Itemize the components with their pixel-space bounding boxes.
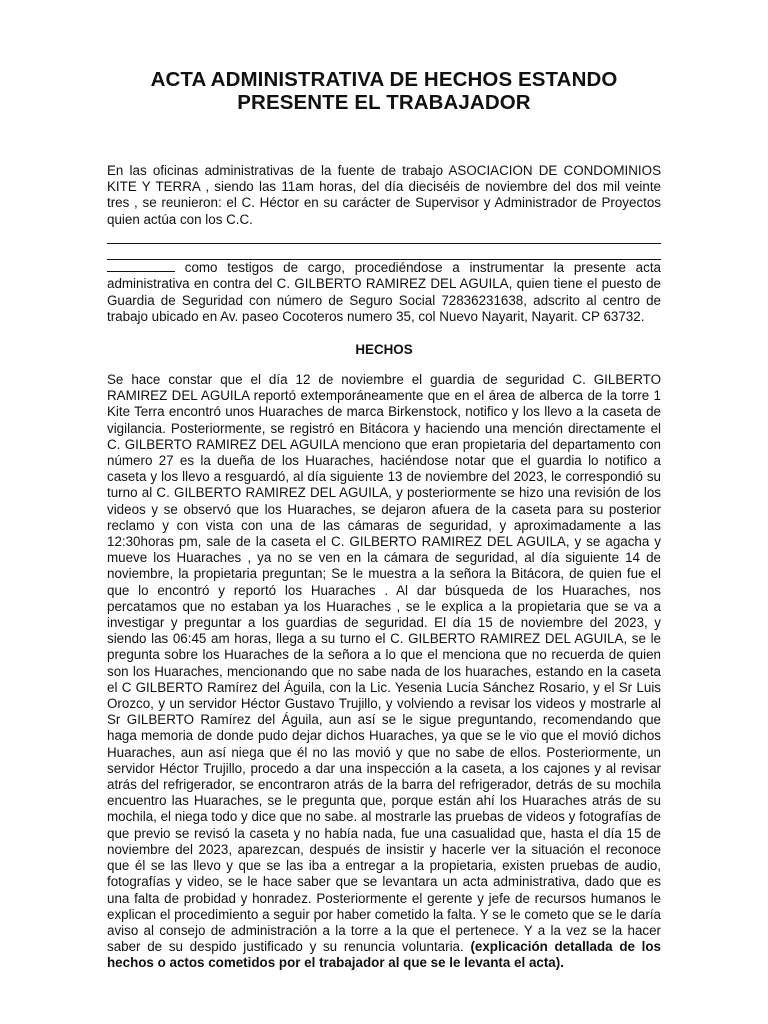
- facts-heading: HECHOS: [355, 342, 413, 357]
- intro-text-2: como testigos de cargo, procediéndose a instrumentar la presente acta administrativa en contra del C. GILBERTO RAMIREZ DEL AGUILA, quien tiene el puesto de Guardia de Seguridad con número de Seguro Social 72836231638, adscrito al centro de trabajo ubicado en Av. paseo Cocoteros numero 35, col Nuevo Nayarit, Nayarit. CP 63732.: [107, 260, 661, 324]
- witness-blank-line-2: [107, 244, 661, 260]
- facts-note: (explicación detallada de los hechos o actos cometidos por el trabajador al que se le levanta el acta).: [107, 939, 662, 971]
- intro-text-1: En las oficinas administrativas de la fuente de trabajo ASOCIACION DE CONDOMINIOS KITE Y TERRA , siendo las 11am horas, del día dieciséis de noviembre del dos mil veinte tres , se reunieron: el C. Héctor en su carácter de Supervisor y Administrador de Proyectos quien actúa con los C.C.: [107, 163, 661, 227]
- title-line-1: ACTA ADMINISTRATIVA DE HECHOS ESTANDO: [150, 68, 618, 91]
- intro-paragraph: [107, 163, 661, 325]
- facts-text: Se hace constar que el día 12 de noviembre el guardia de seguridad C. GILBERTO RAMIREZ DEL AGUILA reportó extemporáneamente que en el área de alberca de la torre 1 Kite Terra encontró unos Huaraches de marca Birkenstock, notifico y los llevo a la caseta de vigilancia. Posteriormente, se registró en Bitácora y haciendo una mención directamente el C. GILBERTO RAMIREZ DEL AGUILA menciono que eran propietaria del departamento con número 27 es la dueña de los Huaraches, haciéndose notar que el guardia lo notifico a caseta y los llevo a resguardó, al día siguiente 13 de noviembre del 2023, le correspondió su turno al C. GILBERTO RAMIREZ DEL AGUILA, y posteriormente se hizo una revisión de los videos y se observó que los Huaraches, se dejaron afuera de la caseta para su posterior reclamo y con vista con una de las cámaras de seguridad, y aproximadamente a las 12:30horas pm, sale de la caseta el C. GILBERTO RAMIREZ DEL AGUILA, y se agacha y mueve los Huaraches , ya no se ven en la cámara de seguridad, al día siguiente 14 de noviembre, la propietaria preguntan; Se le muestra a la señora la Bitácora, de quien fue el que lo encontró y reportó los Huaraches . Al dar búsqueda de los Huaraches, nos percatamos que no estaban ya los Huaraches , se le explica a la propietaria que se va a investigar y preguntar a los guardias de seguridad. El día 15 de noviembre del 2023, y siendo las 06:45 am horas, llega a su turno el C. GILBERTO RAMIREZ DEL AGUILA, se le pregunta sobre los Huaraches de la señora a lo que el menciona que no recuerda de quien son los Huaraches, mencionando que no sabe nada de los huaraches, estando en la caseta el C GILBERTO Ramírez del Águila, con la Lic. Yesenia Lucia Sánchez Rosario, y el Sr Luis Orozco, y un servidor Héctor Gustavo Trujillo, y volviendo a revisar los videos y mostrarle al Sr GILBERTO Ramírez del Águila, aun así se le sigue preguntando, recomendando que haga memoria de donde pudo dejar dichos Huaraches, ya que se le vio que el movió dichos Huaraches, aun así niega que él no las movió y que no sabe de ellos. Posteriormente, un servidor Héctor Trujillo, procedo a dar una inspección a la caseta, a los cajones y al revisar atrás del refrigerador, se encontraron atrás de la barra del refrigerador, detrás de su mochila encuentro las Huaraches, se le pregunta que, porque están ahí los Huaraches atrás de su mochila, el niega todo y dice que no sabe. al mostrarle las pruebas de videos y fotografías de que previo se revisó la caseta y no había nada, fue una casualidad que, hasta el día 15 de noviembre del 2023, aparezcan, después de insistir y hacerle ver la situación el reconoce que él se las llevo y que se las iba a entregar a la propietaria, existen pruebas de audio, fotografías y video, se le hace saber que se levantara un acta administrativa, dado que es una falta de probidad y honradez. Posteriormente el gerente y jefe de recursos humanos le explican el procedimiento a seguir por haber cometido la falta. Y se le cometo que se le daría aviso al consejo de administración a la torre a la que el pertenece. Y a la vez se la hacer saber de su despido justificado y su renuncia voluntaria.: [107, 372, 661, 955]
- document-title: [107, 68, 661, 114]
- facts-paragraph: [107, 372, 661, 972]
- document-page: [107, 68, 661, 972]
- witness-blank-inline: [107, 260, 175, 272]
- witness-blank-line-1: [107, 228, 661, 244]
- title-line-2: PRESENTE EL TRABAJADOR: [237, 91, 531, 114]
